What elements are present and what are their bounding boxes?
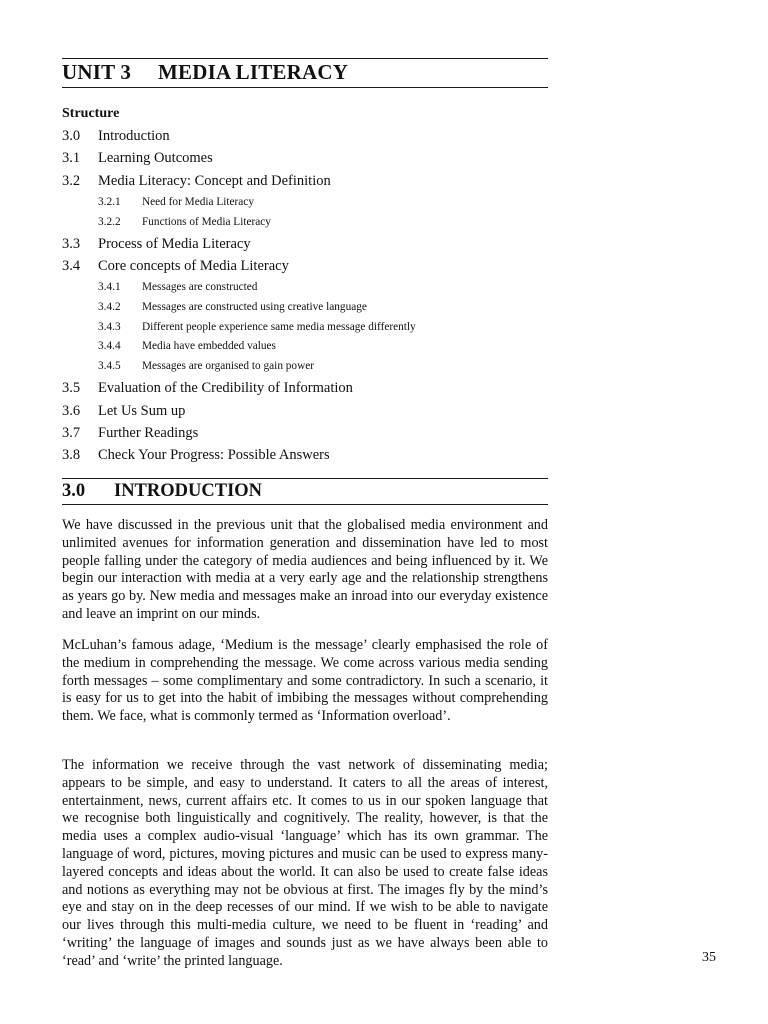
toc-label: Let Us Sum up: [98, 403, 186, 419]
toc-number: 3.1: [62, 150, 81, 166]
section-number: 3.0: [62, 481, 86, 501]
toc-label: Learning Outcomes: [98, 150, 213, 166]
toc-label: Different people experience same media message differently: [142, 321, 416, 333]
toc-label: Media Literacy: Concept and Definition: [98, 173, 331, 189]
section-top-rule: [62, 478, 548, 479]
toc-label: Messages are constructed: [142, 281, 258, 293]
toc-item: [62, 425, 198, 442]
toc-item: [62, 403, 185, 420]
toc-label: Process of Media Literacy: [98, 236, 251, 252]
toc-label: Messages are constructed using creative language: [142, 301, 367, 313]
page-number: 35: [702, 950, 716, 965]
toc-number: 3.4.5: [98, 360, 121, 372]
body-paragraph: McLuhan’s famous adage, ‘Medium is the message’ clearly emphasised the role of the medium in comprehending the message. We come across various media sending forth messages – some complimentary and some contradictory. In such a scenario, it is easy for us to get into the habit of imbibing the messages without comprehending them. We face, what is commonly termed as ‘Information overload’.: [62, 637, 548, 725]
toc-item: [62, 173, 331, 190]
toc-label: Further Readings: [98, 425, 199, 441]
toc-label: Check Your Progress: Possible Answers: [98, 447, 330, 463]
toc-number: 3.4.1: [98, 281, 121, 293]
toc-number: 3.4.4: [98, 340, 121, 352]
toc-number: 3.2: [62, 173, 81, 189]
toc-label: Introduction: [98, 128, 170, 144]
toc-subitem: [98, 216, 271, 228]
toc-label: Media have embedded values: [142, 340, 276, 352]
toc-label: Messages are organised to gain power: [142, 360, 315, 372]
toc-number: 3.2.1: [98, 196, 121, 208]
toc-number: 3.3: [62, 236, 81, 252]
toc-label: Need for Media Literacy: [142, 196, 254, 208]
section-bottom-rule: [62, 504, 548, 505]
toc-number: 3.0: [62, 128, 81, 144]
toc-label: Core concepts of Media Literacy: [98, 258, 289, 274]
toc-label: Functions of Media Literacy: [142, 216, 271, 228]
unit-number: UNIT 3: [62, 60, 132, 84]
toc-subitem: [98, 340, 276, 352]
toc-item: [62, 236, 251, 253]
toc-item: [62, 150, 213, 167]
toc-item: [62, 380, 353, 397]
unit-title-text: MEDIA LITERACY: [158, 60, 349, 84]
toc-number: 3.4.3: [98, 321, 121, 333]
section-title: INTRODUCTION: [114, 481, 263, 501]
toc-label: Evaluation of the Credibility of Information: [98, 380, 353, 396]
toc-number: 3.4.2: [98, 301, 121, 313]
toc-number: 3.7: [62, 425, 81, 441]
unit-title: [62, 60, 348, 85]
toc-subitem: [98, 281, 257, 293]
toc-number: 3.5: [62, 380, 81, 396]
toc-subitem: [98, 301, 367, 313]
title-underline-rule: [62, 87, 548, 88]
toc-subitem: [98, 360, 314, 372]
toc-subitem: [98, 196, 254, 208]
toc-number: 3.8: [62, 447, 81, 463]
toc-number: 3.2.2: [98, 216, 121, 228]
body-paragraph: The information we receive through the vast network of disseminating media; appears to be simple, and easy to understand. It caters to all the areas of interest, entertainment, news, current affairs etc. It comes to us in our spoken language that we recognise both linguistically and cognitively. The reality, however, is that the media uses a complex audio-visual ‘language’ which has its own grammar. The language of word, pictures, moving pictures and music can be used to express many-layered concepts and ideas about the world. It can also be used to create false ideas and notions as everything may not be obvious at first. The images fly by the mind’s eye and stay on in the deep recesses of our mind. If we wish to be able to navigate our lives through this multi-media culture, we need to be fluent in ‘reading’ and ‘writing’ the language of images and sounds just as we have always been able to ‘read’ and ‘write’ the printed language.: [62, 757, 548, 969]
toc-subitem: [98, 321, 416, 333]
body-paragraph: We have discussed in the previous unit that the globalised media environment and unlimited avenues for information generation and dissemination have led to most people falling under the category of media audiences and being influenced by it. We begin our interaction with media at a very early age and the relationship strengthens as years go by. New media and messages make an inroad into our everyday existence and leave an imprint on our minds.: [62, 517, 548, 622]
structure-heading: Structure: [62, 106, 120, 121]
toc-item: [62, 128, 170, 145]
toc-item: [62, 258, 289, 275]
toc-number: 3.4: [62, 258, 81, 274]
top-rule: [62, 58, 548, 59]
toc-number: 3.6: [62, 403, 81, 419]
section-heading: [62, 481, 262, 502]
toc-item: [62, 447, 330, 464]
